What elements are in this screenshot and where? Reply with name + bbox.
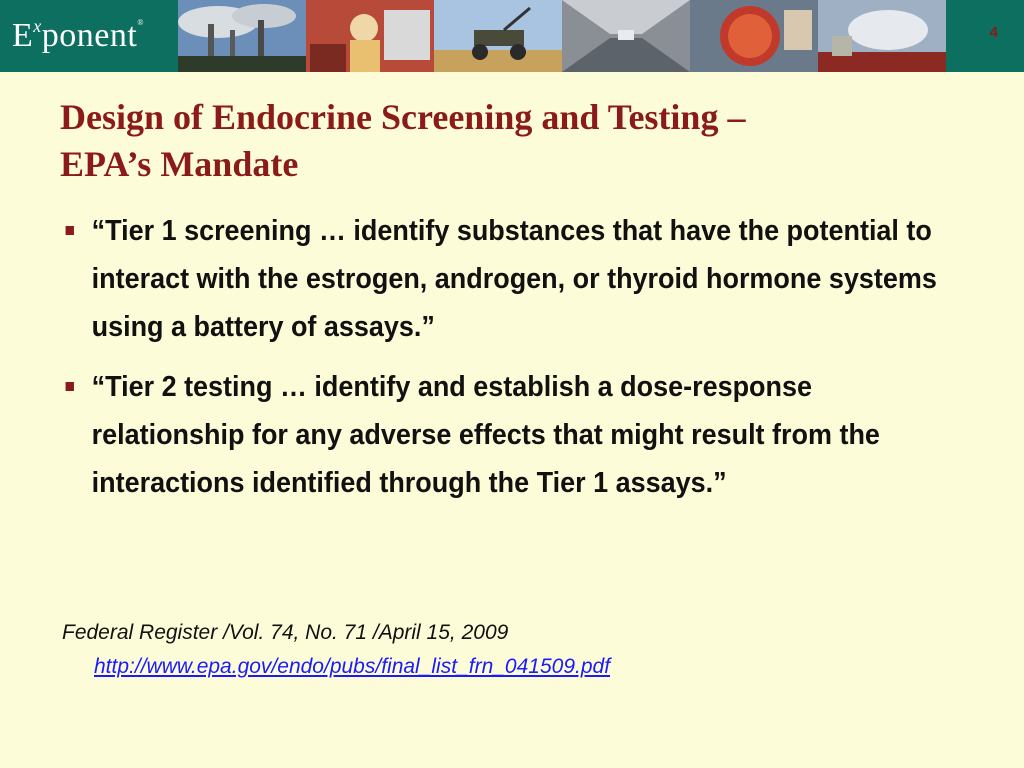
tunnel-photo — [562, 0, 690, 72]
citation-link[interactable]: http://www.epa.gov/endo/pubs/final_list_frn_041509.pdf — [94, 655, 611, 678]
header-photo-strip — [178, 0, 946, 72]
bullet-text: “Tier 1 screening … identify substances that have the potential to interact with the estrogen, androgen, or thyroid hormone systems using a battery of assays.” — [91, 215, 937, 343]
bullet-list — [60, 207, 940, 519]
rover-vehicle-photo — [434, 0, 562, 72]
exponent-logo — [0, 0, 178, 72]
header-banner — [0, 0, 1024, 72]
petri-dish-photo — [690, 0, 818, 72]
bullet-text: “Tier 2 testing … identify and establish a dose-response relationship for any adverse effects that might result from the interactions identified through the Tier 1 assays.” — [91, 371, 880, 499]
square-bullet-icon — [66, 226, 74, 235]
square-bullet-icon — [66, 382, 74, 391]
logo-wordmark: $E^xponent®$ — [12, 16, 144, 54]
bullet-tier2 — [60, 363, 957, 507]
citation — [62, 616, 962, 684]
crash-test-dummy-photo — [306, 0, 434, 72]
bullet-tier1 — [60, 207, 957, 351]
slide-title-line1: Design of Endocrine Screening and Testing – — [60, 97, 746, 137]
page-number: 4 — [989, 24, 998, 41]
smokestacks-photo — [178, 0, 306, 72]
fire-spray-photo — [818, 0, 946, 72]
citation-text: Federal Register /Vol. 74, No. 71 /April 15, 2009 — [62, 621, 509, 644]
slide-title — [60, 94, 960, 188]
slide-title-line2: EPA’s Mandate — [60, 144, 299, 184]
